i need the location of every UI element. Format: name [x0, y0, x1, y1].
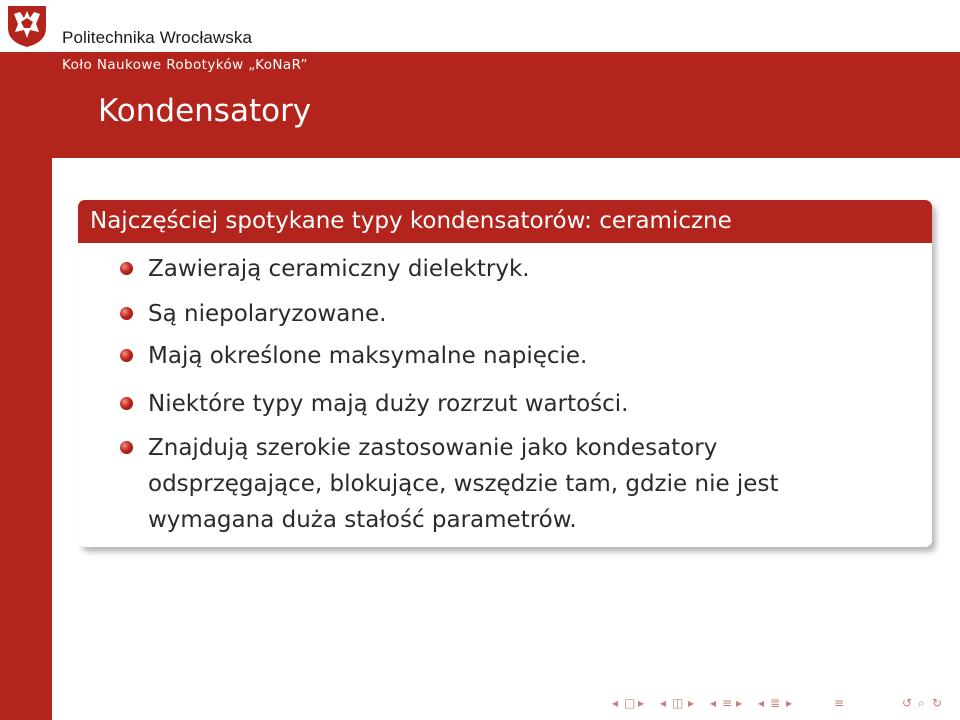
- frame-title: Kondensatory: [98, 93, 312, 129]
- list-item: Niektóre typy mają duży rozrzut wartości.: [148, 386, 868, 422]
- next-frame-icon[interactable]: ▸: [638, 696, 645, 710]
- prev-frame-icon[interactable]: ◂: [612, 696, 619, 710]
- prev-subsection-icon[interactable]: ◂: [660, 696, 667, 710]
- bullet-icon: [120, 262, 133, 275]
- top-bar: [0, 0, 960, 52]
- bullet-icon: [120, 307, 133, 320]
- section-icon[interactable]: ≡: [722, 696, 733, 710]
- list-item: Są niepolaryzowane.: [148, 296, 868, 332]
- organization-subtitle: Koło Naukowe Robotyków „KoNaR”: [62, 57, 308, 73]
- search-icon[interactable]: ⌕: [918, 696, 925, 710]
- next-section-icon[interactable]: ▸: [736, 696, 743, 710]
- bullet-icon: [120, 441, 133, 454]
- content-block: [78, 200, 932, 547]
- bullet-icon: [120, 349, 133, 362]
- toc-icon[interactable]: ≡: [834, 696, 845, 710]
- prev-section-alt-icon[interactable]: ◂: [758, 696, 765, 710]
- list-item: Znajdują szerokie zastosowanie jako kondesatory odsprzęgające, blokujące, wszędzie tam, gdzie nie jest wymagana duża stałość parametrów.: [148, 430, 868, 538]
- next-subsection-icon[interactable]: ▸: [688, 696, 695, 710]
- university-name: Politechnika Wrocławska: [62, 28, 253, 47]
- subsection-icon[interactable]: ◫: [672, 696, 684, 710]
- prev-section-icon[interactable]: ◂: [710, 696, 717, 710]
- frame-icon[interactable]: □: [624, 696, 636, 710]
- block-title: Najczęściej spotykane typy kondensatorów: ceramiczne: [78, 200, 932, 243]
- bullet-icon: [120, 397, 133, 410]
- list-item: Mają określone maksymalne napięcie.: [148, 338, 868, 374]
- forward-icon[interactable]: ↻: [932, 696, 943, 710]
- section-alt-icon[interactable]: ≣: [770, 696, 781, 710]
- left-sidebar-strip: [0, 52, 52, 720]
- university-crest-icon: [6, 4, 48, 48]
- next-section-alt-icon[interactable]: ▸: [786, 696, 793, 710]
- beamer-navigation-bar: [612, 696, 952, 716]
- list-item: Zawierają ceramiczny dielektryk.: [148, 251, 868, 287]
- back-icon[interactable]: ↺: [902, 696, 913, 710]
